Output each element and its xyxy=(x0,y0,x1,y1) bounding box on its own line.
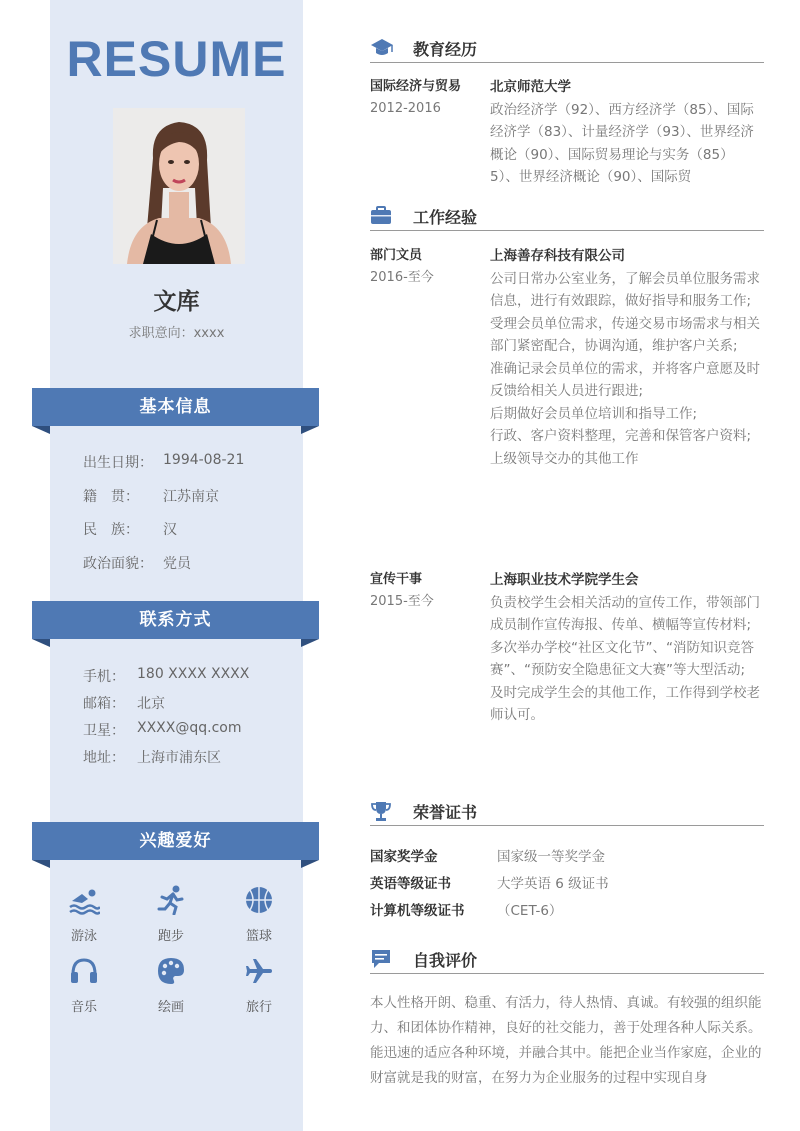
education-detail xyxy=(490,76,760,188)
education-section-header xyxy=(370,35,764,63)
contact-label: 卫星： xyxy=(83,723,125,739)
education-meta xyxy=(370,76,480,120)
job-duty: 后期做好会员单位培训和指导工作; xyxy=(490,405,698,422)
job-duty: 行政、客户资料整理，完善和保管客户资料; xyxy=(490,428,752,444)
job-detail xyxy=(490,569,760,727)
info-value: 1994-08-21 xyxy=(163,452,245,468)
graduation-cap-icon xyxy=(370,37,394,61)
honor-value: （CET-6） xyxy=(497,903,563,919)
candidate-name: 文库 xyxy=(153,289,200,315)
contact-label: 邮箱： xyxy=(83,696,125,712)
info-value: 江苏南京 xyxy=(163,489,219,505)
hobby-label: 旅行 xyxy=(245,1000,272,1015)
education-heading: 教育经历 xyxy=(413,40,478,59)
job-duty: 受理会员单位需求，传递交易市场需求与相关部门紧密配合，协调沟通，维护客户关系; xyxy=(490,315,760,354)
education-period: 2012-2016 xyxy=(370,101,441,116)
hobby-basketball xyxy=(229,885,289,944)
headphones-icon xyxy=(69,956,99,986)
company-name: 上海善存科技有限公司 xyxy=(490,248,625,264)
hobby-travel xyxy=(229,956,289,1015)
trophy-icon xyxy=(370,800,392,826)
hobby-label: 跑步 xyxy=(157,929,184,944)
running-icon xyxy=(156,885,186,915)
job-duty: 多次举办学校“社区文化节”、“消防知识竞答赛”、“预防安全隐患征文大赛”等大型活动; xyxy=(490,639,754,678)
briefcase-icon xyxy=(370,205,392,229)
job-period: 2016-至今 xyxy=(370,270,434,285)
phone-value: 180 XXXX XXXX xyxy=(137,666,250,682)
info-value: 汉 xyxy=(163,522,177,538)
job-detail xyxy=(490,245,760,470)
job-meta xyxy=(370,245,480,289)
honor-name: 计算机等级证书 xyxy=(370,903,465,919)
hobby-music xyxy=(54,956,114,1015)
job-period: 2015-至今 xyxy=(370,594,434,609)
hobby-running xyxy=(141,885,201,944)
job-intent: 求职意向：xxxx xyxy=(128,326,225,341)
airplane-icon xyxy=(244,956,274,986)
resume-title: RESUME xyxy=(66,31,287,87)
contact-heading: 联系方式 xyxy=(32,601,319,639)
job-role: 部门文员 xyxy=(370,248,423,263)
basketball-icon xyxy=(244,885,274,915)
hobby-painting xyxy=(141,956,201,1015)
info-label: 出生日期： xyxy=(83,455,153,471)
job-role: 宣传干事 xyxy=(370,572,423,587)
palette-icon xyxy=(156,956,186,986)
job-duty: 及时完成学生会的其他工作，工作得到学校老师认可。 xyxy=(490,684,760,723)
job-duty: 负责校学生会相关活动的宣传工作，带领部门成员制作宣传海报、传单、横幅等宣传材料; xyxy=(490,594,760,633)
address-value: 上海市浦东区 xyxy=(137,750,221,766)
self-eval-heading: 自我评价 xyxy=(413,951,478,970)
info-label: 民 族： xyxy=(83,522,139,538)
self-eval-section-header xyxy=(370,946,764,974)
basic-info-heading: 基本信息 xyxy=(32,388,319,426)
course-list: 政治经济学（92）、西方经济学（85）、国际经济学（83）、计量经济学（93）、世界经济概论（90）、国际贸易理论与实务（85）5）、世界经济概论（90）、国际贸 xyxy=(490,101,754,185)
hobby-swimming xyxy=(54,885,114,944)
work-section-header xyxy=(370,203,764,231)
profile-photo xyxy=(113,108,245,264)
work-heading: 工作经验 xyxy=(413,208,478,227)
contact-label: 地址： xyxy=(83,750,125,766)
info-value: 党员 xyxy=(163,556,191,572)
swimming-icon xyxy=(68,885,100,915)
qq-value: XXXX@qq.com xyxy=(137,720,242,736)
job-duty: 公司日常办公室业务，了解会员单位服务需求信息，进行有效跟踪，做好指导和服务工作; xyxy=(490,270,760,309)
info-label: 政治面貌： xyxy=(83,556,153,572)
education-major: 国际经济与贸易 xyxy=(370,79,462,94)
hobby-label: 绘画 xyxy=(157,1000,184,1015)
job-duty: 准确记录会员单位的需求，并将客户意愿及时反馈给相关人员进行跟进; xyxy=(490,360,760,399)
job-meta xyxy=(370,569,480,613)
hobby-label: 音乐 xyxy=(70,1000,97,1015)
company-name: 上海职业技术学院学生会 xyxy=(490,572,639,588)
honors-heading: 荣誉证书 xyxy=(413,803,478,822)
hobbies-heading: 兴趣爱好 xyxy=(32,822,319,860)
honor-name: 英语等级证书 xyxy=(370,876,451,892)
honor-name: 国家奖学金 xyxy=(370,849,438,865)
job-duty: 上级领导交办的其他工作 xyxy=(490,450,639,467)
honor-value: 国家级一等奖学金 xyxy=(497,849,605,865)
comment-icon xyxy=(370,948,392,974)
contact-label: 手机： xyxy=(83,669,125,685)
email-value: 北京 xyxy=(137,696,165,712)
honor-value: 大学英语 6 级证书 xyxy=(497,876,609,892)
self-eval-text: 本人性格开朗、稳重、有活力，待人热情、真诚。有较强的组织能力、和团体协作精神，良好的社交能力，善于处理各种人际关系。能迅速的适应各种环境，并融合其中。能把企业当作家庭，企业的财富就是我的财富，在努力为企业服务的过程中实现自身 xyxy=(370,995,762,1086)
school-name: 北京师范大学 xyxy=(490,79,571,95)
hobby-label: 篮球 xyxy=(245,929,272,944)
info-label: 籍 贯： xyxy=(83,489,139,505)
hobby-label: 游泳 xyxy=(70,929,97,944)
honors-section-header xyxy=(370,798,764,826)
